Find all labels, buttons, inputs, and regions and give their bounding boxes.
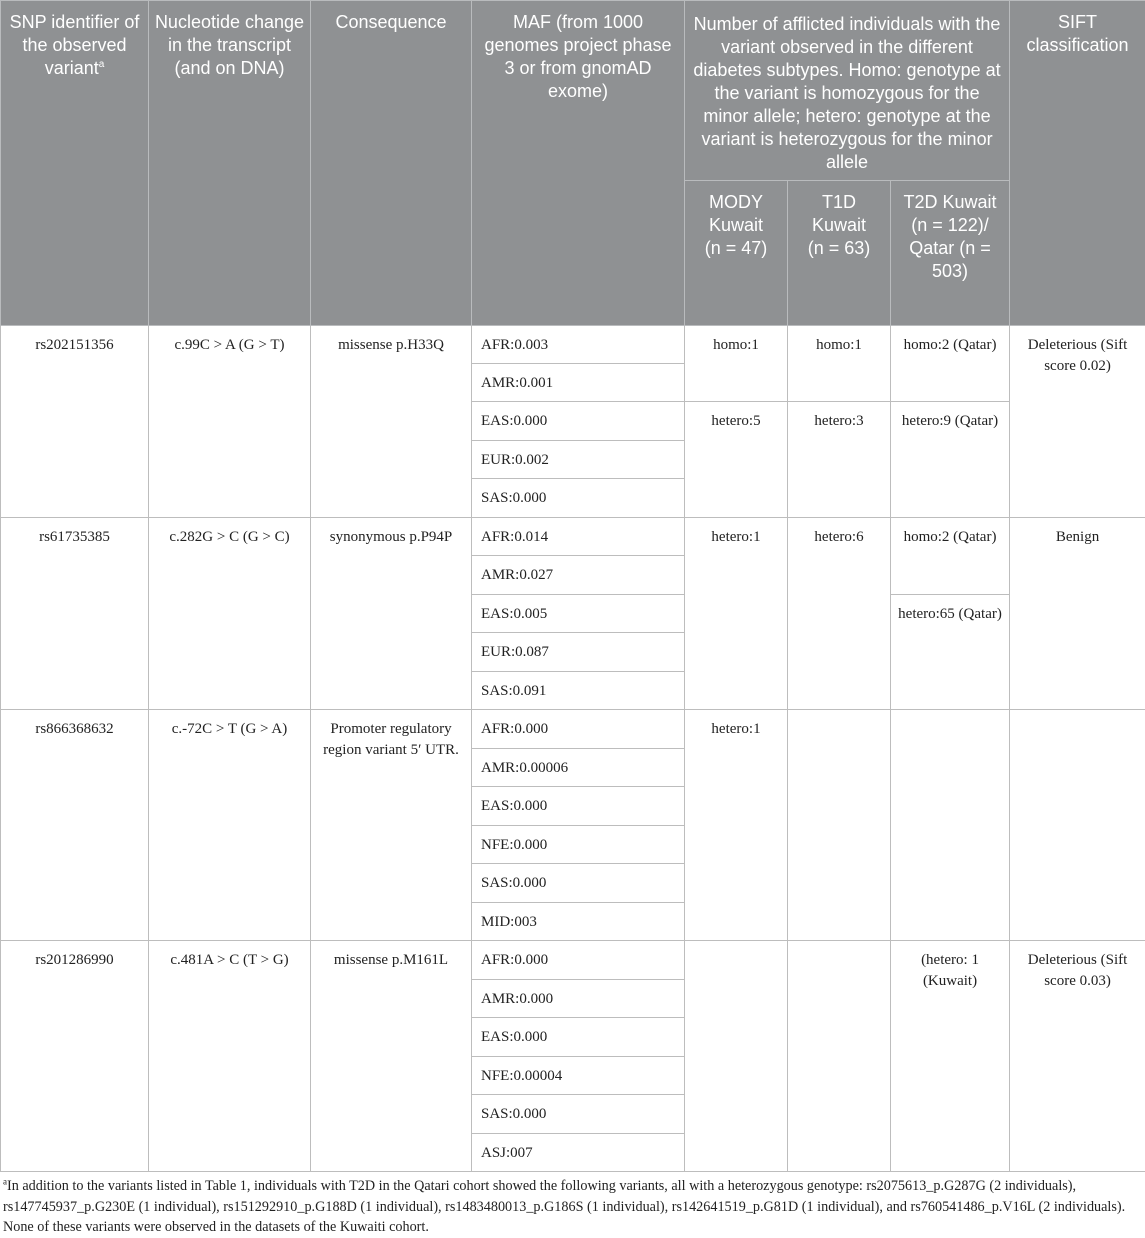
header-t2d-kuwait-qatar: T2D Kuwait (n = 122)/ Qatar (n = 503)	[891, 181, 1010, 326]
snp-cell: rs866368632	[1, 710, 149, 941]
mody-cell	[685, 941, 788, 1172]
consequence-cell: Promoter regulatory region variant 5′ UTR.	[311, 710, 472, 941]
t1d-cell	[788, 941, 891, 1172]
maf-cell: AFR:0.000	[472, 710, 685, 749]
t2d-cell: homo:2 (Qatar)	[891, 326, 1010, 402]
nucleotide-cell: c.99C > A (G > T)	[149, 326, 311, 518]
maf-cell: EUR:0.002	[472, 441, 685, 479]
table-row	[1, 326, 1145, 364]
maf-cell: AMR:0.027	[472, 556, 685, 595]
t2d-cell: hetero:9 (Qatar)	[891, 402, 1010, 518]
header-mody-kuwait: MODY Kuwait (n = 47)	[685, 181, 788, 326]
footnote-marker: a	[3, 1176, 7, 1186]
maf-cell: SAS:0.000	[472, 1095, 685, 1134]
maf-cell: EUR:0.087	[472, 633, 685, 672]
t1d-cell: hetero:6	[788, 518, 891, 710]
mody-cell: hetero:1	[685, 518, 788, 710]
footnote-text: In addition to the variants listed in Table 1, individuals with T2D in the Qatari cohort showed the following variants, all with a heterozygous genotype: rs2075613_p.G287G (2 individuals), rs147745937_p.G230E (1 individual), rs151292910_p.G188D (1 individual), rs1483480013_p.G186S (1 individual), rs142641519_p.G81D (1 individual), and rs760541486_p.V16L (2 individuals). None of these variants were observed in the datasets of the Kuwaiti cohort.	[3, 1178, 1125, 1235]
header-afflicted-individuals: Number of afflicted individuals with the variant observed in the different diabetes subtypes. Homo: genotype at the variant is homozygous for the minor allele; hetero: genotype at the variant is heterozygous for the minor allele	[685, 1, 1010, 181]
maf-cell: AFR:0.000	[472, 941, 685, 980]
mody-cell: homo:1	[685, 326, 788, 402]
t1d-cell: hetero:3	[788, 402, 891, 518]
table-footnote	[3, 1176, 1139, 1238]
maf-cell: AMR:0.000	[472, 980, 685, 1018]
consequence-cell: missense p.M161L	[311, 941, 472, 1172]
consequence-cell: synonymous p.P94P	[311, 518, 472, 710]
maf-cell: AMR:0.00006	[472, 749, 685, 787]
sift-cell: Deleterious (Sift score 0.03)	[1010, 941, 1145, 1172]
maf-cell: AFR:0.014	[472, 518, 685, 556]
sift-cell	[1010, 710, 1145, 941]
mody-cell: hetero:5	[685, 402, 788, 518]
t2d-cell: (hetero: 1 (Kuwait)	[891, 941, 1010, 1172]
maf-cell: AMR:0.001	[472, 364, 685, 402]
snp-cell: rs202151356	[1, 326, 149, 518]
header-sift-classification: SIFT classification	[1010, 1, 1145, 326]
table-row	[1, 518, 1145, 556]
nucleotide-cell: c.-72C > T (G > A)	[149, 710, 311, 941]
maf-cell: SAS:0.000	[472, 864, 685, 903]
t1d-cell: homo:1	[788, 326, 891, 402]
header-snp-identifier: SNP identifier of the observed variant$^a$	[1, 1, 149, 326]
snp-cell: rs201286990	[1, 941, 149, 1172]
header-nucleotide-change: Nucleotide change in the transcript (and on DNA)	[149, 1, 311, 326]
header-maf: MAF (from 1000 genomes project phase 3 or from gnomAD exome)	[472, 1, 685, 326]
table-row	[1, 941, 1145, 980]
table-row	[1, 710, 1145, 749]
maf-cell: SAS:0.091	[472, 672, 685, 710]
maf-cell: EAS:0.005	[472, 595, 685, 633]
maf-cell: MID:003	[472, 903, 685, 941]
t2d-cell	[891, 710, 1010, 941]
maf-cell: NFE:0.000	[472, 826, 685, 864]
nucleotide-cell: c.282G > C (G > C)	[149, 518, 311, 710]
table-body	[1, 326, 1145, 1172]
t2d-cell: hetero:65 (Qatar)	[891, 595, 1010, 710]
maf-cell: AFR:0.003	[472, 326, 685, 364]
header-consequence: Consequence	[311, 1, 472, 326]
snp-cell: rs61735385	[1, 518, 149, 710]
sift-cell: Benign	[1010, 518, 1145, 710]
sift-cell: Deleterious (Sift score 0.02)	[1010, 326, 1145, 518]
table-header	[1, 1, 1145, 326]
maf-cell: EAS:0.000	[472, 787, 685, 826]
t1d-cell	[788, 710, 891, 941]
header-t1d-kuwait: T1D Kuwait (n = 63)	[788, 181, 891, 326]
maf-cell: SAS:0.000	[472, 479, 685, 518]
maf-cell: NFE:0.00004	[472, 1057, 685, 1095]
mody-cell: hetero:1	[685, 710, 788, 941]
maf-cell: ASJ:007	[472, 1134, 685, 1172]
maf-cell: EAS:0.000	[472, 1018, 685, 1057]
nucleotide-cell: c.481A > C (T > G)	[149, 941, 311, 1172]
maf-cell: EAS:0.000	[472, 402, 685, 441]
t2d-cell: homo:2 (Qatar)	[891, 518, 1010, 595]
consequence-cell: missense p.H33Q	[311, 326, 472, 518]
